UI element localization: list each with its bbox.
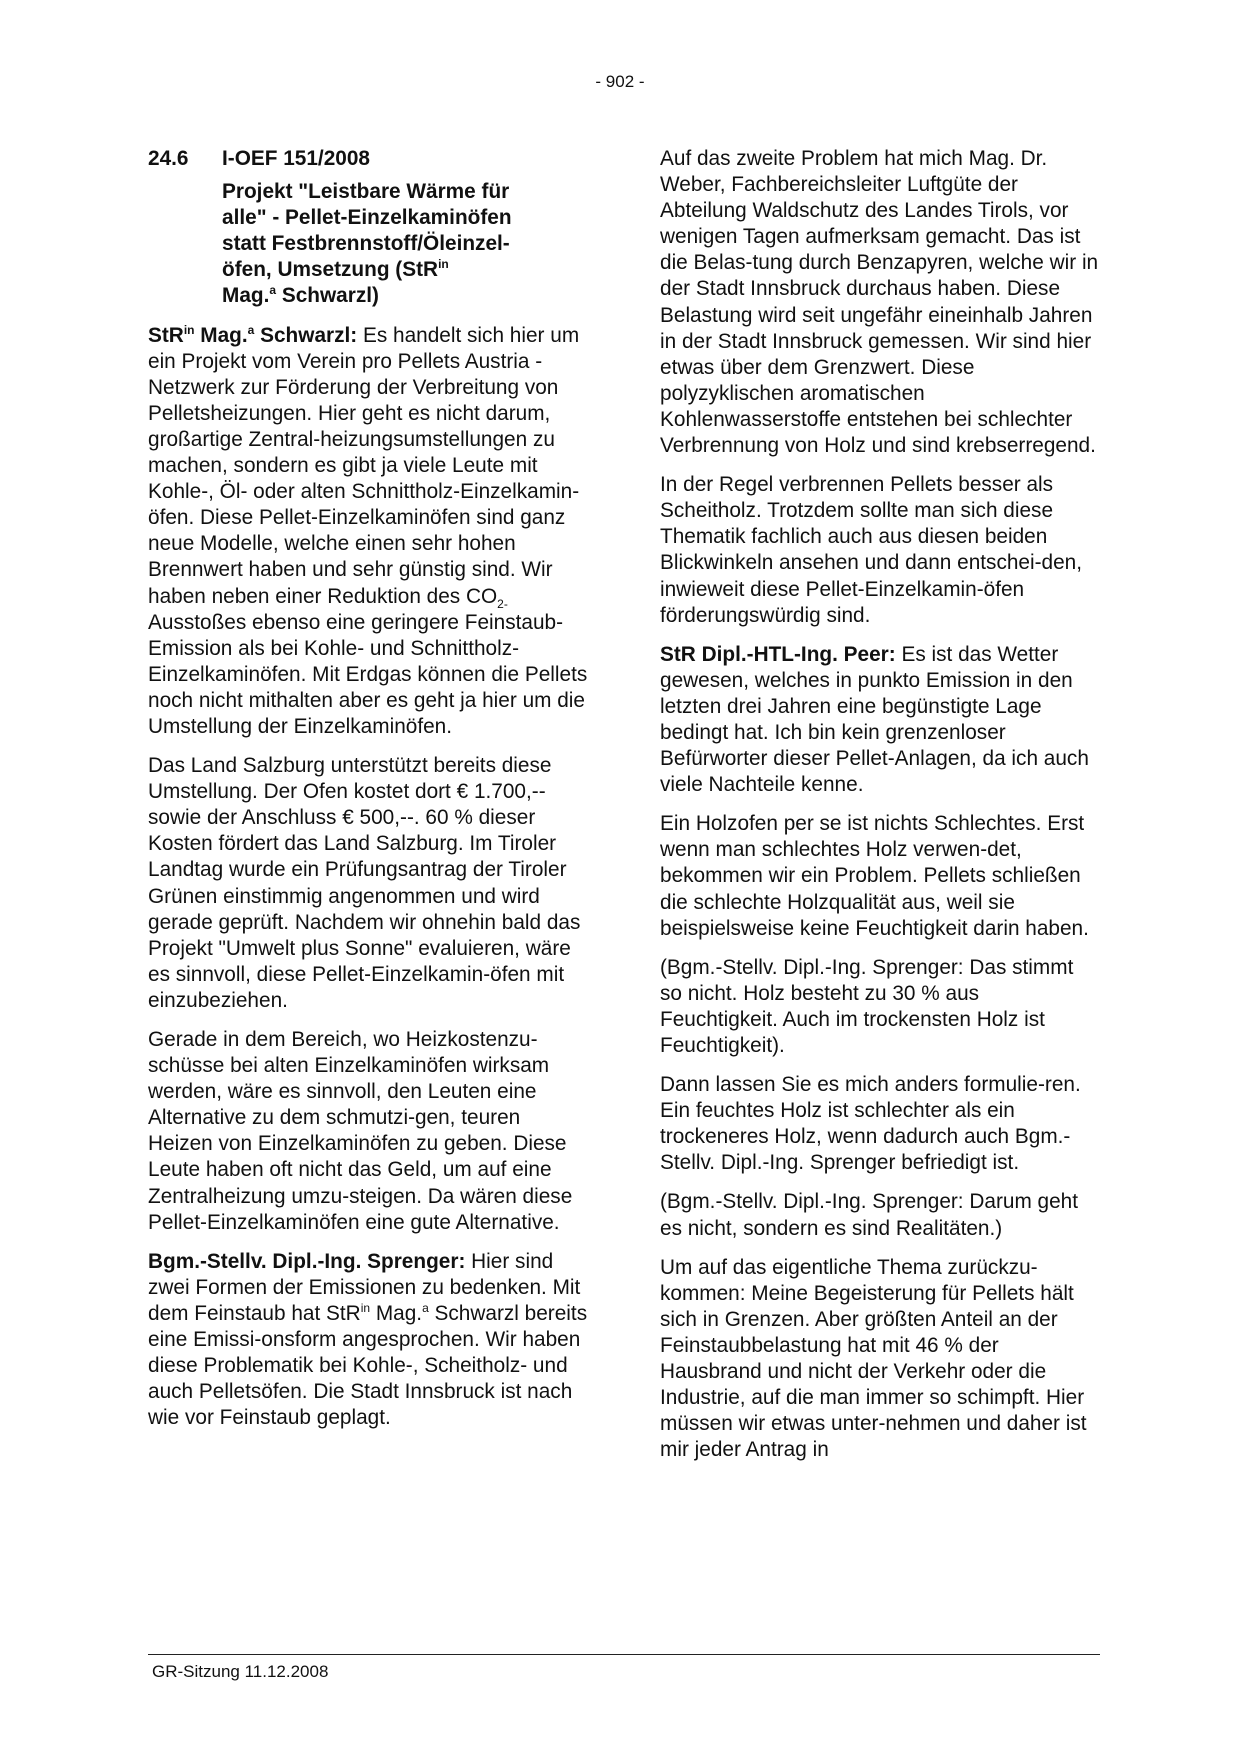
- paragraph: (Bgm.-Stellv. Dipl.-Ing. Sprenger: Darum geht es nicht, sondern es sind Realitäten.): [660, 1190, 1079, 1240]
- left-column: [148, 146, 588, 1444]
- agenda-reference: I-OEF 151/2008: [222, 147, 370, 170]
- agenda-title: [222, 179, 552, 309]
- superscript: in: [360, 1301, 371, 1316]
- paragraph: Auf das zweite Problem hat mich Mag. Dr. Weber, Fachbereichsleiter Luftgüte der Abteilung Waldschutz des Landes Tirols, vor wenigen Tagen aufmerksam gemacht. Das ist die Belas-tung durch Benzapyren, welche wir in der Stadt Innsbruck durchaus haben. Diese Belastung wird seit ungefähr eineinhalb Jahren in der Stadt Innsbruck gemessen. Wir sind hier etwas über dem Grenzwert. Diese polyzyklischen aromatischen Kohlenwasserstoffe entstehen bei schlechter Verbrennung von Holz und sind krebserregend.: [660, 147, 1099, 458]
- paragraph-text: Es handelt sich hier um ein Projekt vom Verein pro Pellets Austria - Netzwerk zur Förderung der Verbreitung von Pelletsheizungen. Hier geht es nicht darum, großartige Zentral-heizungsumstellungen zu machen, sondern es gibt ja viele Leute mit Kohle-, Öl- oder alten Schnittholz-Einzelkamin-öfen. Diese Pellet-Einzelkaminöfen sind ganz neue Modelle, welche einen sehr hohen Brennwert haben und sehr günstig sind. Wir haben neben einer Reduktion des CO: [148, 323, 580, 608]
- agenda-title-mag: Mag.: [222, 284, 270, 308]
- speaker-name: StR Dipl.-HTL-Ing. Peer:: [660, 642, 896, 666]
- footer-divider: [148, 1654, 1100, 1655]
- paragraph-text: Ausstoßes ebenso eine geringere Feinstaub-Emission als bei Kohle- und Schnittholz-Einzelkaminöfen. Mit Erdgas können die Pellets noch nicht mithalten aber es geht ja hier um die Umstellung der Einzelkaminöfen.: [148, 610, 588, 738]
- paragraph: Um auf das eigentliche Thema zurückzu-kommen: Meine Begeisterung für Pellets hält sich in Grenzen. Aber größten Anteil an der Feinstaubbelastung hat mit 46 % der Hausbrand und nicht der Verkehr oder die Industrie, auf die man immer so schimpft. Hier müssen wir etwas unter-nehmen und daher ist mir jeder Antrag in: [660, 1255, 1087, 1462]
- agenda-heading: [148, 146, 588, 172]
- paragraph: [148, 323, 588, 741]
- right-column: [660, 146, 1100, 1476]
- agenda-title-end: Schwarzl): [276, 284, 379, 308]
- paragraph: In der Regel verbrennen Pellets besser als Scheitholz. Trotzdem sollte man sich diese Thematik fachlich auch aus diesen beiden Blickwinkeln ansehen und dann entschei-den, inwieweit diese Pellet-Einzelkamin-öfen förderungswürdig sind.: [660, 473, 1083, 627]
- paragraph-text: Mag.: [370, 1301, 423, 1325]
- paragraph: Dann lassen Sie es mich anders formulie-ren. Ein feuchtes Holz ist schlechter als ein trockeneres Holz, wenn dadurch auch Bgm.-Stellv. Dipl.-Ing. Sprenger befriedigt ist.: [660, 1073, 1081, 1175]
- speaker-name: Bgm.-Stellv. Dipl.-Ing. Sprenger:: [148, 1249, 466, 1273]
- paragraph-text: Schwarzl bereits eine Emissi-onsform angesprochen. Wir haben diese Problematik bei Kohle-, Scheitholz- und auch Pelletsöfen. Die Stadt Innsbruck ist nach wie vor Feinstaub geplagt.: [148, 1301, 588, 1430]
- paragraph: [660, 642, 1100, 799]
- paragraph: Ein Holzofen per se ist nichts Schlechtes. Erst wenn man schlechtes Holz verwen-det, bekommen wir ein Problem. Pellets schließen die schlechte Holzqualität aus, weil sie beispielsweise keine Feuchtigkeit darin haben.: [660, 812, 1089, 940]
- paragraph-text: Es ist das Wetter gewesen, welches in punkto Emission in den letzten drei Jahren eine begünstigte Lage bedingt hat. Ich bin kein grenzenloser Befürworter dieser Pellet-Anlagen, da ich auch viele Nachteile kenne.: [660, 642, 1089, 797]
- paragraph: [148, 1249, 588, 1432]
- paragraph: (Bgm.-Stellv. Dipl.-Ing. Sprenger: Das stimmt so nicht. Holz besteht zu 30 % aus Feuchtigkeit. Auch im trockensten Holz ist Feuchtigkeit).: [660, 955, 1074, 1057]
- subscript: 2-: [497, 596, 508, 611]
- agenda-title-sup: a: [269, 283, 277, 298]
- agenda-number: 24.6: [148, 147, 189, 170]
- superscript: a: [422, 1301, 429, 1316]
- paragraph: Gerade in dem Bereich, wo Heizkostenzu-schüsse bei alten Einzelkaminöfen wirksam werden, wäre es sinnvoll, den Leuten eine Alternative zu dem schmutzi-gen, teuren Heizen von Einzelkaminöfen zu geben. Diese Leute haben oft nicht das Geld, um auf eine Zentralheizung umzu-steigen. Da wären diese Pellet-Einzelkaminöfen eine gute Alternative.: [148, 1028, 573, 1234]
- footer-session-date: GR-Sitzung 11.12.2008: [152, 1662, 329, 1681]
- speaker-name: StR$^{in}$ Mag.$^a$ Schwarzl:: [148, 322, 358, 347]
- paragraph: Das Land Salzburg unterstützt bereits diese Umstellung. Der Ofen kostet dort € 1.700,-- sowie der Anschluss € 500,--. 60 % dieser Kosten fördert das Land Salzburg. Im Tiroler Landtag wurde ein Prüfungsantrag der Tiroler Grünen einstimmig angenommen und wird gerade geprüft. Nachdem wir ohnehin bald das Projekt "Umwelt plus Sonne" evaluieren, wäre es sinnvoll, diese Pellet-Einzelkamin-öfen mit einzubeziehen.: [148, 754, 581, 1012]
- agenda-title-sup: in: [438, 257, 449, 272]
- agenda-title-text: Projekt "Leistbare Wärme für alle" - Pellet-Einzelkaminöfen statt Festbrennstoff/Öleinzel-öfen, Umsetzung (StR: [222, 180, 512, 282]
- paragraph-text: Hier sind zwei Formen der Emissionen zu bedenken. Mit dem Feinstaub hat StR: [148, 1249, 581, 1325]
- page-number: - 902 -: [595, 72, 645, 91]
